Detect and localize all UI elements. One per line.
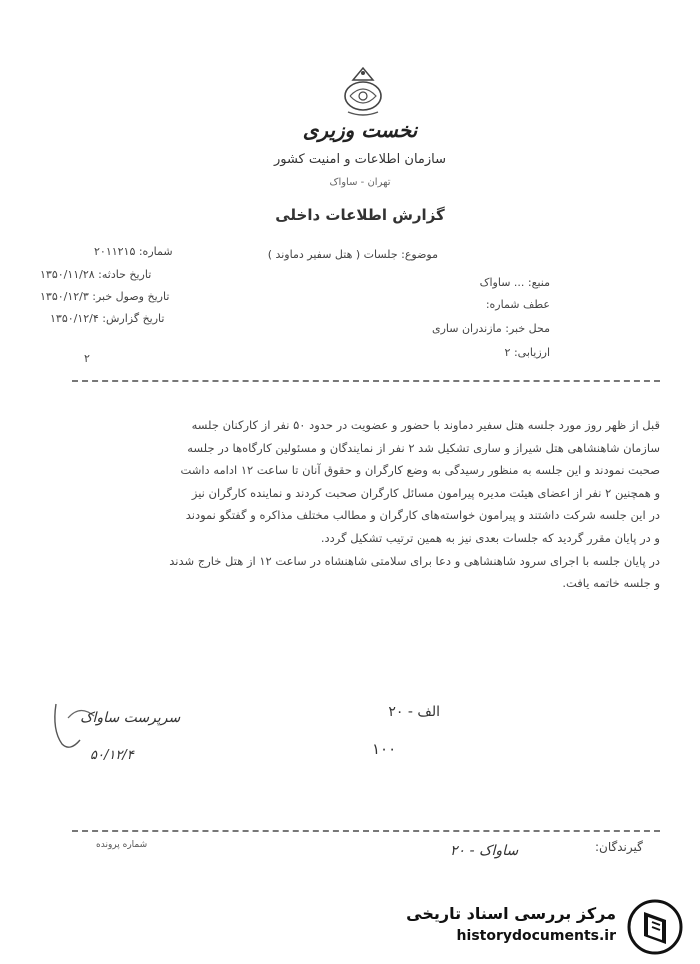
file-number-label: شماره پرونده bbox=[96, 840, 148, 850]
reference-number: ۱۰۰ bbox=[372, 740, 397, 758]
report-title: گزارش اطلاعات داخلی bbox=[275, 206, 445, 224]
divider-line bbox=[72, 380, 660, 382]
ministry-title: نخست وزیری bbox=[302, 118, 418, 142]
body-line: صحبت نمودند و این جلسه به منظور رسیدگی به وضع کارگران و حقوق آنان تا ساعت ۱۲ ادامه داشت bbox=[180, 463, 660, 478]
body-line: و جلسه خاتمه یافت. bbox=[562, 576, 660, 591]
body-line: سازمان شاهنشاهی هتل شیراز و ساری تشکیل شد ۲ نفر از نمایندگان و مسئولین کارگاه‌ها در جلسه bbox=[187, 440, 660, 455]
report-body bbox=[70, 414, 660, 595]
organization-sub: تهران - ساواک bbox=[329, 177, 391, 188]
meta-subject: موضوع: جلسات ( هتل سفیر دماوند ) bbox=[267, 248, 438, 261]
meta-evaluation: ارزیابی: ۲ bbox=[504, 346, 550, 359]
report-meta-left bbox=[40, 0, 220, 380]
meta-from: منبع: ... ساواک bbox=[479, 276, 550, 289]
body-line: قبل از ظهر روز مورد جلسه هتل سفیر دماوند با حضور و عضویت در حدود ۵۰ نفر از کارکنان جلسه bbox=[191, 418, 660, 432]
archive-logo-icon bbox=[622, 898, 688, 956]
reference-code: الف - ۲۰ bbox=[388, 704, 440, 720]
body-line: در این جلسه شرکت داشتند و پیرامون خواسته‌های کارگران و مطالب مختلف مذاکره و گفتگو نمودند bbox=[185, 508, 660, 523]
signature-name: سرپرست ساواک bbox=[80, 710, 181, 726]
body-line: و همچنین ۲ نفر از اعضای هیئت مدیره پیرامون مسائل کارگران صحبت کردند و نماینده کارگران نیز bbox=[191, 485, 660, 500]
body-line: و در پایان مقرر گردید که جلسات بعدی نیز به همین ترتیب تشکیل گردد. bbox=[320, 530, 660, 545]
watermark-title: مرکز بررسی اسناد تاریخی bbox=[406, 904, 616, 923]
meta-date-event: تاریخ حادثه: ۱۳۵۰/۱۱/۲۸ bbox=[40, 268, 152, 281]
footer-divider bbox=[72, 830, 660, 832]
receivers-value: ساواک - ۲۰ bbox=[450, 843, 519, 859]
organization-name: سازمان اطلاعات و امنیت کشور bbox=[273, 152, 447, 167]
signature-date: ۵۰/۱۲/۴ bbox=[90, 748, 134, 763]
meta-number: شماره: ۲۰۱۱۲۱۵ bbox=[94, 245, 173, 258]
meta-date-report: تاریخ گزارش: ۱۳۵۰/۱۲/۴ bbox=[50, 312, 165, 325]
meta-attention: عطف شماره: bbox=[485, 298, 550, 311]
watermark bbox=[406, 896, 694, 958]
handwritten-signature-left bbox=[50, 700, 190, 780]
meta-grade: ۲ bbox=[84, 352, 90, 365]
watermark-url: historydocuments.ir bbox=[456, 928, 616, 944]
meta-date-receipt: تاریخ وصول خبر: ۱۳۵۰/۱۲/۳ bbox=[40, 290, 170, 303]
receivers-label: گیرندگان: bbox=[595, 840, 643, 854]
royal-emblem-icon bbox=[338, 66, 388, 118]
body-line: در پایان جلسه با اجرای سرود شاهنشاهی و دعا برای سلامتی شاهنشاه در ساعت ۱۲ از هتل خارج شدند bbox=[169, 553, 660, 568]
meta-location: محل خبر: مازندران ساری bbox=[431, 322, 550, 335]
